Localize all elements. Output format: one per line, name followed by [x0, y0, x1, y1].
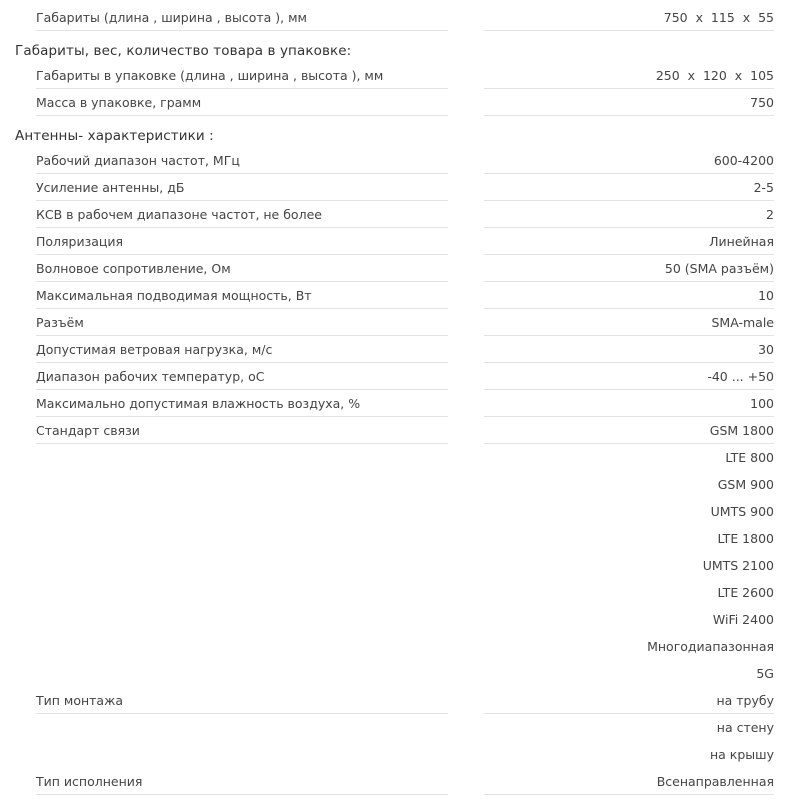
- spec-row: [36, 768, 774, 795]
- spec-value: 30: [484, 336, 774, 363]
- spec-row: [36, 282, 774, 309]
- spec-row: [36, 579, 774, 606]
- spec-row: [36, 687, 774, 714]
- section-heading: Антенны- характеристики :: [15, 128, 214, 144]
- spec-row: [36, 525, 774, 552]
- spec-value: LTE 2600: [717, 585, 774, 600]
- spec-label: Волновое сопротивление, Ом: [36, 255, 448, 282]
- spec-label: Масса в упаковке, грамм: [36, 89, 448, 116]
- spec-label: Максимальная подводимая мощность, Вт: [36, 282, 448, 309]
- spec-value: GSM 900: [717, 477, 774, 492]
- spec-row: [36, 309, 774, 336]
- spec-value: Многодиапазонная: [647, 639, 774, 654]
- spec-value: 100: [484, 390, 774, 417]
- spec-row: [36, 498, 774, 525]
- spec-value: SMA-male: [484, 309, 774, 336]
- spec-value: LTE 800: [725, 450, 774, 465]
- spec-value: 750: [484, 89, 774, 116]
- spec-value: -40 ... +50: [484, 363, 774, 390]
- spec-value: на крышу: [710, 747, 774, 762]
- spec-value: LTE 1800: [717, 531, 774, 546]
- spec-label: Максимально допустимая влажность воздуха, %: [36, 390, 448, 417]
- spec-row: [36, 201, 774, 228]
- spec-row: [36, 444, 774, 471]
- spec-row: [36, 147, 774, 174]
- spec-value: 250 x 120 x 105: [484, 62, 774, 89]
- spec-row: [36, 417, 774, 444]
- spec-row: [36, 552, 774, 579]
- spec-value: 5G: [756, 666, 774, 681]
- spec-label: Разъём: [36, 309, 448, 336]
- spec-value: на стену: [716, 720, 774, 735]
- spec-value: 2: [484, 201, 774, 228]
- spec-label: Рабочий диапазон частот, МГц: [36, 147, 448, 174]
- spec-value: UMTS 2100: [702, 558, 774, 573]
- spec-row: [36, 4, 774, 31]
- spec-row: [36, 633, 774, 660]
- spec-row: [36, 363, 774, 390]
- spec-row: [36, 228, 774, 255]
- spec-label: Габариты (длина , ширина , высота ), мм: [36, 4, 448, 31]
- spec-row: [36, 741, 774, 768]
- spec-value: Всенаправленная: [484, 768, 774, 795]
- spec-row: [36, 390, 774, 417]
- section-heading: Габариты, вес, количество товара в упаковке:: [15, 43, 352, 59]
- spec-value: 50 (SMA разъём): [484, 255, 774, 282]
- spec-value: Линейная: [484, 228, 774, 255]
- spec-label: Тип исполнения: [36, 768, 448, 795]
- spec-value: UMTS 900: [710, 504, 774, 519]
- spec-row: [36, 255, 774, 282]
- spec-label: Усиление антенны, дБ: [36, 174, 448, 201]
- spec-value: 10: [484, 282, 774, 309]
- spec-label: КСВ в рабочем диапазоне частот, не более: [36, 201, 448, 228]
- spec-label: Допустимая ветровая нагрузка, м/с: [36, 336, 448, 363]
- spec-row: [36, 606, 774, 633]
- spec-row: [36, 714, 774, 741]
- spec-value: 2-5: [484, 174, 774, 201]
- spec-value: GSM 1800: [484, 417, 774, 444]
- spec-row: [36, 89, 774, 116]
- spec-label: Стандарт связи: [36, 417, 448, 444]
- spec-value: 750 x 115 x 55: [484, 4, 774, 31]
- spec-value: 600-4200: [484, 147, 774, 174]
- spec-label: Диапазон рабочих температур, оС: [36, 363, 448, 390]
- spec-value: WiFi 2400: [712, 612, 774, 627]
- spec-label: Тип монтажа: [36, 687, 448, 714]
- spec-label: Поляризация: [36, 228, 448, 255]
- spec-row: [36, 174, 774, 201]
- spec-row: [36, 471, 774, 498]
- spec-row: [36, 660, 774, 687]
- spec-row: [36, 62, 774, 89]
- spec-label: Габариты в упаковке (длина , ширина , высота ), мм: [36, 62, 448, 89]
- spec-row: [36, 336, 774, 363]
- spec-value: на трубу: [484, 687, 774, 714]
